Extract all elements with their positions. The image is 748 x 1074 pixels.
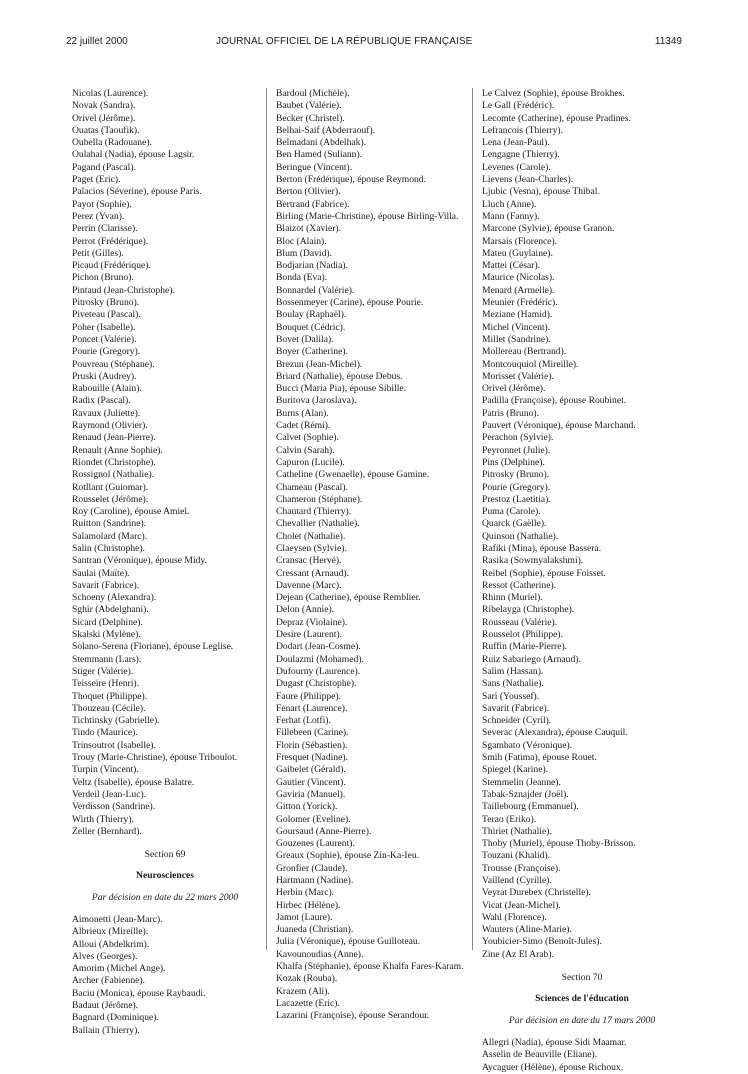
list-item: Verdeil (Jean-Luc). — [72, 788, 147, 800]
list-item: Oubella (Radouane). — [72, 137, 152, 149]
list-item: Ferhat (Lotfi). — [276, 715, 331, 727]
list-item: Thouzeau (Cécile). — [72, 702, 146, 714]
list-item: Poher (Isabelle). — [72, 321, 136, 333]
list-item: Quinson (Nathalie). — [482, 530, 559, 542]
list-item: Aycaguer (Hélène), épouse Richoux. — [482, 1061, 624, 1073]
list-item: Belmadani (Abdelhak). — [276, 137, 367, 149]
list-item: Novak (Sandra). — [72, 100, 136, 112]
list-item: Chautard (Thierry). — [276, 506, 352, 518]
list-item: Picaud (Frédérique). — [72, 260, 151, 272]
list-item: Lecomte (Catherine), épouse Pradines. — [482, 112, 631, 124]
list-item: Blaizot (Xavier). — [276, 223, 341, 235]
list-item: Michel (Vincent). — [482, 321, 551, 333]
list-item: Gaibelet (Gérald). — [276, 764, 346, 776]
list-item: Pourie (Gregory). — [482, 481, 551, 493]
list-item: Ribelayga (Christophe). — [482, 604, 575, 616]
list-item: Jamot (Laure). — [276, 911, 333, 923]
list-item: Thoby (Muriel), épouse Thoby-Brisson. — [482, 838, 636, 850]
list-item: Doulazmi (Mohamed). — [276, 653, 364, 665]
list-item: Ruffin (Marie-Pierre). — [482, 641, 568, 653]
list-item: Gitton (Yorick). — [276, 801, 338, 813]
list-item: Pins (Delphine). — [482, 456, 545, 468]
list-item: Gronfier (Claude). — [276, 862, 348, 874]
list-item: Pourie (Gregory). — [72, 346, 141, 358]
list-item: Berton (Olivier). — [276, 186, 341, 198]
section-subtitle: Neurosciences — [136, 870, 194, 882]
list-item: Lefrancois (Thierry). — [482, 124, 563, 136]
section-title: Section 69 — [144, 849, 186, 861]
name-list — [482, 1037, 682, 1074]
list-item: Oulahal (Nadia), épouse Lagsir. — [72, 149, 195, 161]
list-item: Renault (Anne Sophie). — [72, 444, 163, 456]
list-item: Beringue (Vincent). — [276, 161, 353, 173]
list-item: Calvin (Sarah). — [276, 444, 335, 456]
list-item: Chameau (Pascal). — [276, 481, 348, 493]
list-item: Verdisson (Sandrine). — [72, 801, 156, 813]
list-item: Pouvreau (Stéphane). — [72, 358, 155, 370]
list-item: Claeysen (Sylvie). — [276, 542, 347, 554]
list-item: Pitrosky (Bruno). — [482, 469, 550, 481]
list-item: Marsais (Florence). — [482, 235, 558, 247]
list-item: Puma (Carole). — [482, 506, 541, 518]
list-item: Payot (Sophie). — [72, 198, 132, 210]
list-item: Ressot (Catherine). — [482, 579, 557, 591]
list-item: Morisset (Valérie). — [482, 370, 554, 382]
list-item: Zeller (Bernhard). — [72, 825, 142, 837]
name-list — [72, 88, 258, 838]
list-item: Severac (Alexandra), épouse Cauquil. — [482, 727, 628, 739]
list-item: Wauters (Aline-Marie). — [482, 924, 572, 936]
list-item: Ravaux (Juliette). — [72, 407, 141, 419]
list-item: Depraz (Violaine). — [276, 616, 348, 628]
list-item: Salin (Christophe). — [72, 542, 146, 554]
list-item: Ljubic (Vesna), épouse Thibal. — [482, 186, 600, 198]
list-item: Orivel (Jérôme). — [482, 383, 546, 395]
list-item: Chameron (Stéphane). — [276, 493, 363, 505]
list-item: Krazem (Ali). — [276, 985, 330, 997]
list-item: Kavounoudias (Anne). — [276, 948, 364, 960]
header-date: 22 juillet 2000 — [66, 36, 128, 47]
list-item: Lengagne (Thierry). — [482, 149, 560, 161]
list-item: Le Gall (Frédéric). — [482, 100, 555, 112]
list-item: Maurice (Nicolas). — [482, 272, 555, 284]
list-item: Florin (Sébastien). — [276, 739, 348, 751]
column-2 — [276, 88, 466, 1023]
list-item: Teisseire (Henri). — [72, 678, 139, 690]
list-item: Becker (Christel). — [276, 112, 345, 124]
column-divider — [266, 88, 267, 950]
column-3 — [482, 88, 682, 1074]
list-item: Zine (Az El Arab). — [482, 948, 554, 960]
list-item: Raymond (Olivier). — [72, 420, 148, 432]
list-item: Renaud (Jean-Pierre). — [72, 432, 156, 444]
list-item: Tichtinsky (Gabrielle). — [72, 715, 160, 727]
list-item: Burns (Alan). — [276, 407, 329, 419]
list-item: Mateu (Guylaine). — [482, 247, 553, 259]
list-item: Baciu (Monica), épouse Raybaudi. — [72, 987, 206, 999]
list-item: Stiger (Valérie). — [72, 665, 134, 677]
list-item: Boulay (Raphaël). — [276, 309, 347, 321]
list-item: Smih (Fatima), épouse Rouet. — [482, 752, 597, 764]
section-subtitle: Sciences de l'éducation — [535, 993, 629, 1005]
list-item: Patris (Bruno). — [482, 407, 540, 419]
list-item: Badaut (Jérôme). — [72, 1000, 139, 1012]
list-item: Cransac (Hervé). — [276, 555, 342, 567]
list-item: Millet (Sandrine). — [482, 333, 551, 345]
list-item: Chevallier (Nathalie). — [276, 518, 360, 530]
list-item: Montcouquiol (Mireille). — [482, 358, 579, 370]
list-item: Cadet (Rémi). — [276, 420, 331, 432]
list-item: Bonda (Eva). — [276, 272, 328, 284]
list-item: Nicolas (Laurence). — [72, 88, 149, 99]
list-item: Salim (Hassan). — [482, 665, 544, 677]
list-item: Poncet (Valérie). — [72, 333, 137, 345]
list-item: Sghir (Abdelghani). — [72, 604, 149, 616]
list-item: Turpin (Vincent). — [72, 764, 139, 776]
column-1 — [72, 88, 258, 1037]
list-item: Youbicier-Simo (Benoît-Jules). — [482, 936, 602, 948]
list-item: Cholet (Nathalie). — [276, 530, 346, 542]
list-item: Palacios (Séverine), épouse Paris. — [72, 186, 202, 198]
list-item: Le Calvez (Sophie), épouse Brokhes. — [482, 88, 625, 99]
list-item: Mattei (César). — [482, 260, 541, 272]
list-item: Terao (Eriko). — [482, 813, 537, 825]
list-item: Trouy (Marie-Christine), épouse Triboulot. — [72, 752, 238, 764]
list-item: Pitrosky (Bruno). — [72, 297, 140, 309]
list-item: Delon (Annie). — [276, 604, 335, 616]
list-item: Thiriet (Nathalie). — [482, 825, 552, 837]
list-item: Perachon (Sylvie). — [482, 432, 554, 444]
list-item: Bossenmeyer (Carine), épouse Pourie. — [276, 297, 424, 309]
list-item: Quarck (Gaëlle). — [482, 518, 547, 530]
list-item: Touzani (Khalid). — [482, 850, 551, 862]
list-item: Thoquet (Philippe). — [72, 690, 148, 702]
list-item: Trinsoutrot (Isabelle). — [72, 739, 156, 751]
list-item: Goursaud (Anne-Pierre). — [276, 825, 372, 837]
list-item: Skalski (Mylène). — [72, 629, 141, 641]
list-item: Gouzenes (Laurent). — [276, 838, 355, 850]
list-item: Alloui (Abdelkrim). — [72, 938, 150, 950]
list-item: Sari (Youssef). — [482, 690, 540, 702]
list-item: Mollereau (Bertrand). — [482, 346, 567, 358]
list-item: Gaviria (Manuel). — [276, 788, 346, 800]
name-list — [276, 88, 466, 1023]
list-item: Orivel (Jérôme). — [72, 112, 136, 124]
list-item: Lazarini (Françoise), épouse Serandour. — [276, 1010, 430, 1022]
list-item: Cressant (Arnaud). — [276, 567, 349, 579]
list-item: Perez (Yvan). — [72, 210, 125, 222]
list-item: Petit (Gilles). — [72, 247, 124, 259]
list-item: Piveteau (Pascal). — [72, 309, 141, 321]
section-decision: Par décision en date du 17 mars 2000 — [508, 1014, 656, 1026]
list-item: Dodart (Jean-Cosme). — [276, 641, 361, 653]
list-item: Rabouille (Alain). — [72, 383, 142, 395]
list-item: Berton (Frédérique), épouse Reymond. — [276, 174, 426, 186]
list-item: Reibel (Sophie), épouse Foisset. — [482, 567, 606, 579]
list-item: Bloc (Alain). — [276, 235, 327, 247]
list-item: Dufourny (Laurence). — [276, 665, 361, 677]
list-item: Meunier (Frédéric). — [482, 297, 558, 309]
list-item: Ruiz Sabariego (Arnaud). — [482, 653, 581, 665]
list-item: Perrot (Frédérique). — [72, 235, 149, 247]
section-decision: Par décision en date du 22 mars 2000 — [91, 891, 239, 903]
list-item: Blum (David). — [276, 247, 332, 259]
header-page-number: 11349 — [654, 36, 682, 47]
list-item: Bucci (Maria Pia), épouse Sibille. — [276, 383, 407, 395]
list-item: Padilla (Françoise), épouse Roubinet. — [482, 395, 627, 407]
list-item: Schoeny (Alexandra). — [72, 592, 157, 604]
section-title: Section 70 — [561, 972, 603, 984]
list-item: Vicat (Jean-Michel). — [482, 899, 561, 911]
list-item: Veltz (Isabelle), épouse Balatre. — [72, 776, 195, 788]
list-item: Levenes (Carole). — [482, 161, 551, 173]
list-item: Meziane (Hamid). — [482, 309, 553, 321]
list-item: Amorim (Michel Ange). — [72, 963, 166, 975]
list-item: Savarit (Fabrice). — [482, 702, 550, 714]
list-item: Desire (Laurent). — [276, 629, 343, 641]
list-item: Perrin (Clarisse). — [72, 223, 138, 235]
list-item: Sicard (Delphine). — [72, 616, 143, 628]
list-item: Albrieux (Mireille). — [72, 926, 149, 938]
list-item: Alves (Georges). — [72, 950, 138, 962]
list-item: Ben Hamed (Suliann). — [276, 149, 363, 161]
list-item: Rossignol (Nathalie). — [72, 469, 155, 481]
list-item: Fillebeen (Carine). — [276, 727, 349, 739]
list-item: Vaillend (Cyrille). — [482, 875, 552, 886]
list-item: Calvet (Sophie). — [276, 432, 339, 444]
header-title: JOURNAL OFFICIEL DE LA RÉPUBLIQUE FRANÇAISE — [216, 36, 473, 47]
list-item: Sgambato (Véronique). — [482, 739, 573, 751]
list-item: Ruitton (Sandrine). — [72, 518, 147, 530]
list-item: Bodjarian (Nadia). — [276, 260, 348, 272]
list-item: Gautier (Vincent). — [276, 776, 346, 788]
list-item: Lluch (Anne). — [482, 198, 537, 210]
list-item: Trousse (Françoise). — [482, 862, 561, 874]
list-item: Santran (Véronique), épouse Midy. — [72, 555, 207, 567]
list-item: Buritova (Jaroslava). — [276, 395, 357, 407]
list-item: Fenart (Laurence). — [276, 702, 348, 714]
list-item: Dejean (Catherine), épouse Remblier. — [276, 592, 421, 604]
list-item: Briard (Nathalie), épouse Debus. — [276, 370, 403, 382]
list-item: Golomer (Eveline). — [276, 813, 351, 825]
list-item: Stemmann (Lars). — [72, 653, 142, 665]
list-item: Pruski (Audrey). — [72, 370, 137, 382]
list-item: Juaneda (Christian). — [276, 924, 354, 936]
list-item: Wahl (Florence). — [482, 911, 547, 923]
list-item: Ouatas (Taoufik). — [72, 124, 140, 136]
list-item: Pintaud (Jean-Christophe). — [72, 284, 175, 296]
list-item: Baubet (Valérie). — [276, 100, 342, 112]
list-item: Kozak (Rouba). — [276, 973, 338, 985]
name-list — [482, 88, 682, 961]
list-item: Rousseau (Valérie). — [482, 616, 558, 628]
list-item: Pagand (Pascal). — [72, 161, 136, 173]
list-item: Paget (Eric). — [72, 174, 121, 186]
list-item: Catheline (Gwenaelle), épouse Gamine. — [276, 469, 430, 481]
list-item: Ballain (Thierry). — [72, 1024, 140, 1036]
list-item: Stemmelin (Jeanne). — [482, 776, 561, 788]
list-item: Prestoz (Laetitia). — [482, 493, 551, 505]
list-item: Rafiki (Mina), épouse Bassera. — [482, 542, 602, 554]
list-item: Herbin (Marc). — [276, 887, 335, 899]
list-item: Bardoul (Michèle). — [276, 88, 350, 99]
list-item: Rousselet (Jérôme). — [72, 493, 149, 505]
list-item: Bovet (Dalila). — [276, 333, 334, 345]
list-item: Lena (Jean-Paul). — [482, 137, 550, 149]
list-item: Bertrand (Fabrice). — [276, 198, 350, 210]
name-list — [72, 914, 258, 1037]
list-item: Khalfa (Stéphanie), épouse Khalfa Fares-Karam. — [276, 961, 464, 973]
list-item: Capuron (Lucile). — [276, 456, 345, 468]
list-item: Hartmann (Nadine). — [276, 875, 354, 886]
list-item: Tindo (Maurice). — [72, 727, 138, 739]
list-item: Bouquet (Cédric). — [276, 321, 346, 333]
list-item: Mann (Fanny). — [482, 210, 540, 222]
list-item: Tabak-Sznajder (Joël). — [482, 788, 569, 800]
list-item: Aimonetti (Jean-Marc). — [72, 914, 163, 925]
list-item: Radix (Pascal). — [72, 395, 131, 407]
list-item: Taillebourg (Emmanuel). — [482, 801, 579, 813]
list-item: Menard (Armelle). — [482, 284, 555, 296]
list-item: Allegri (Nadia), épouse Sidi Maamar. — [482, 1036, 627, 1048]
list-item: Lievens (Jean-Charles). — [482, 174, 574, 186]
list-item: Asselin de Beauville (Eliane). — [482, 1049, 598, 1061]
list-item: Peyronnet (Julie). — [482, 444, 551, 456]
list-item: Lacazette (Eric). — [276, 997, 340, 1009]
page-header — [66, 36, 682, 52]
list-item: Rasika (Sowmyalakshmi). — [482, 555, 584, 567]
list-item: Greaux (Sophie), épouse Zin-Ka-Ieu. — [276, 850, 420, 862]
list-item: Julia (Véronique), épouse Guilloteau. — [276, 936, 421, 948]
list-item: Savarit (Fabrice). — [72, 579, 140, 591]
list-item: Wirth (Thierry). — [72, 813, 134, 825]
list-item: Rousselot (Philippe). — [482, 629, 564, 641]
list-item: Marcone (Sylvie), épouse Granon. — [482, 223, 615, 235]
list-item: Bagnard (Dominique). — [72, 1012, 159, 1024]
list-item: Veyrat Durebex (Christelle). — [482, 887, 591, 899]
list-item: Rotllant (Guiomar). — [72, 481, 149, 493]
list-item: Rhinn (Muriel). — [482, 592, 543, 604]
list-item: Solano-Serena (Floriane), épouse Leglise. — [72, 641, 234, 653]
list-item: Sans (Nathalie). — [482, 678, 544, 690]
list-item: Birling (Marie-Christine), épouse Birling-Villa. — [276, 210, 459, 222]
list-item: Saulai (Maïte). — [72, 567, 130, 579]
list-item: Belhai-Saif (Abderraouf). — [276, 124, 376, 136]
list-item: Davenne (Marc). — [276, 579, 342, 591]
list-item: Salamolard (Marc). — [72, 530, 148, 542]
list-item: Roy (Caroline), épouse Amiel. — [72, 506, 190, 518]
list-item: Faure (Philippe). — [276, 690, 342, 702]
list-item: Hirbec (Hélène). — [276, 899, 341, 911]
list-item: Schneider (Cyril). — [482, 715, 552, 727]
list-item: Brezun (Jean-Michel). — [276, 358, 363, 370]
list-item: Spiegel (Karine). — [482, 764, 549, 776]
list-item: Bonnardel (Valérie). — [276, 284, 355, 296]
list-item: Riondet (Christophe). — [72, 456, 156, 468]
list-item: Pauvert (Véronique), épouse Marchand. — [482, 420, 636, 432]
list-item: Archer (Fabienne). — [72, 975, 145, 987]
list-item: Boyer (Catherine). — [276, 346, 348, 358]
list-item: Dugast (Christophe). — [276, 678, 357, 690]
column-divider — [472, 88, 473, 950]
list-item: Fresquet (Nadine). — [276, 752, 348, 764]
list-item: Pichon (Bruno). — [72, 272, 134, 284]
